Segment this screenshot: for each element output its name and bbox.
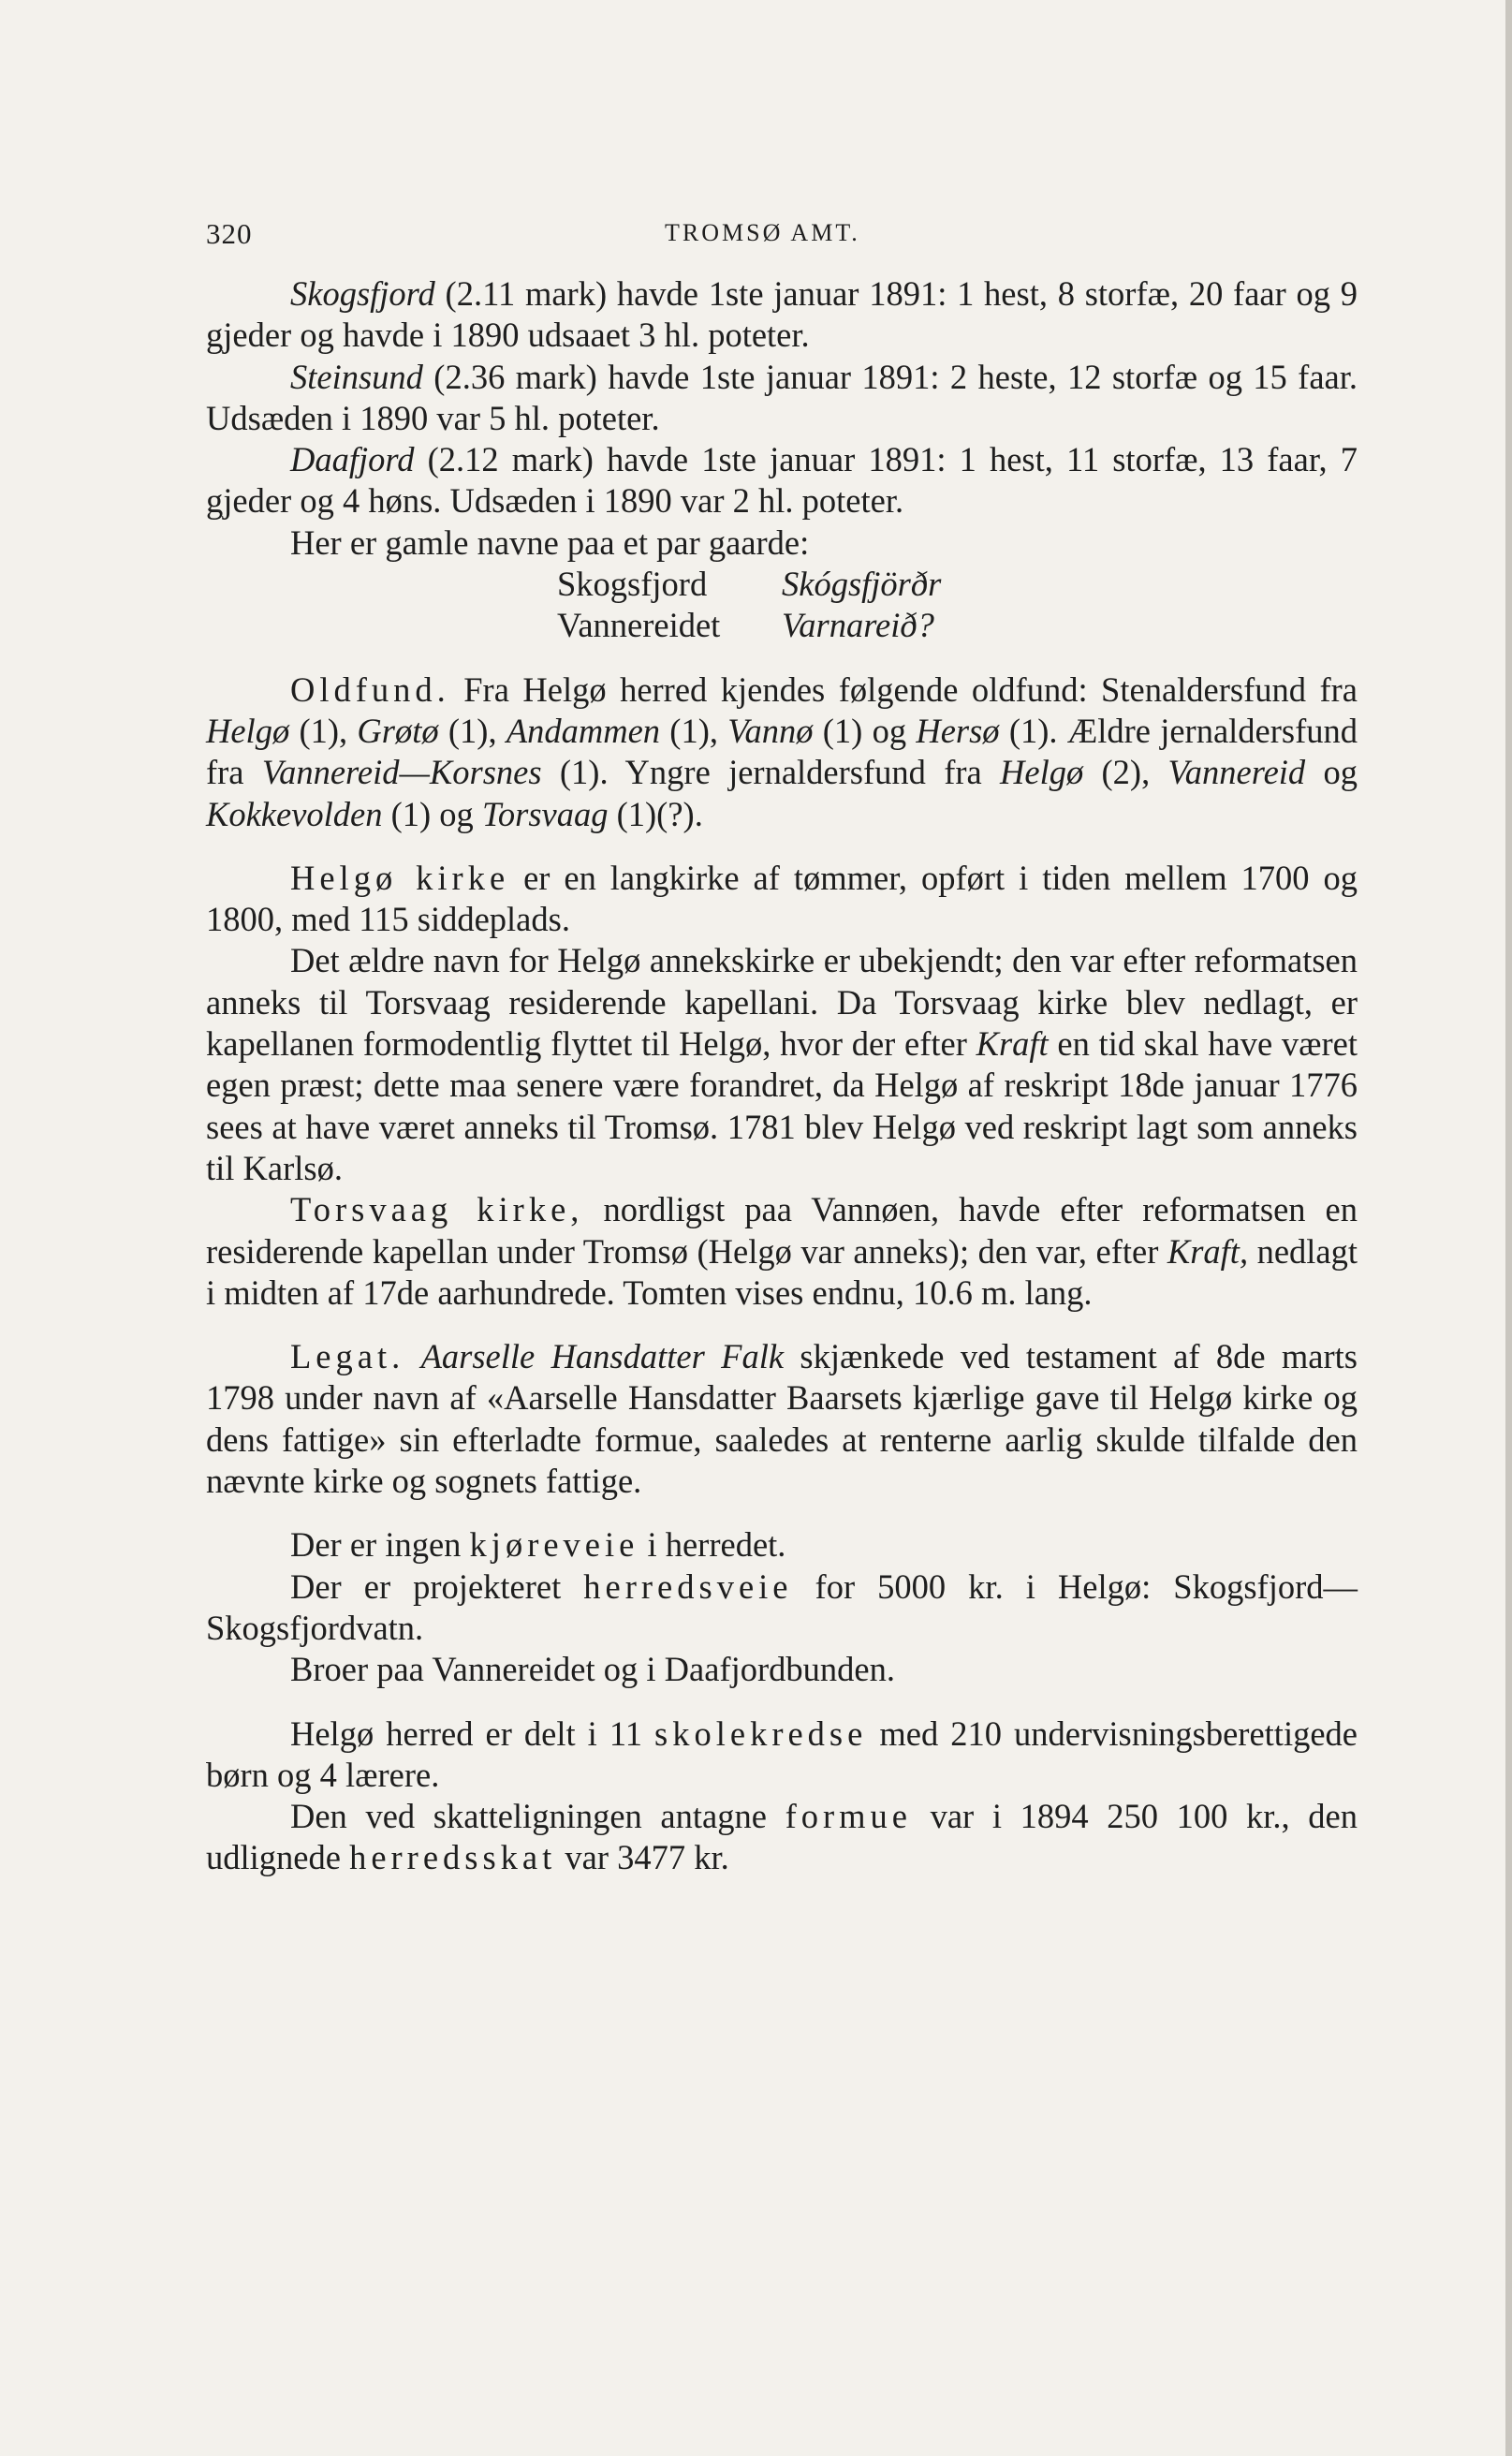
page-number: 320 [206,217,253,250]
paragraph-text: (2.36 mark) havde 1ste januar 1891: 2 heste, 12 storfæ og 15 faar. Udsæden i 1890 var 5 hl. poteter. [206,357,1358,437]
old-name: Skógsfjörðr [782,565,942,604]
text-run [404,1337,420,1375]
text-run: i herredet. [639,1525,786,1565]
text-run: (1) og [382,794,482,833]
place-name: Torsvaag [481,794,609,833]
place-name: Vannø [727,711,814,750]
place-name: Helgø [206,711,290,750]
place-name: Helgø [1000,753,1084,792]
place-name: Vannereid—Korsnes [261,753,542,792]
paragraph-text: (2.11 mark) havde 1ste januar 1891: 1 hest, 8 storfæ, 20 faar og 9 gjeder og havde i 1890 udsaaet 3 hl. poteter. [206,274,1358,355]
text-run: Det ældre navn for Helgø annekskirke er ubekjendt; den var efter reformatsen anneks til Torsvaag residerende kapellani. Da Torsvaag kirke blev nedlagt, er kapellanen formodentlig flyttet til Helgø, hvor der efter [206,941,1358,1064]
modern-name: Vannereidet [557,606,721,645]
paragraph-kjoreveie [206,1524,1358,1566]
name-row [206,605,1358,646]
page-body [206,273,1358,1879]
section-heading: Torsvaag kirke, [290,1190,584,1229]
person-name: Aarselle Hansdatter Falk [420,1337,785,1376]
paragraph-old-names: Her er gamle navne paa et par gaarde: [290,522,810,562]
old-names-list [206,564,1358,647]
spaced-term: formue [785,1797,912,1836]
paragraph-helgo-kirke [206,858,1358,941]
old-name: Varnareið? [782,606,934,645]
paragraph-daafjord [206,439,1358,522]
book-page [206,217,1358,1879]
section-heading: Oldfund. [290,669,450,709]
paragraph-legat [206,1336,1358,1502]
text-run: Fra Helgø herred kjendes følgende oldfund: Stenaldersfund fra [449,669,1358,709]
modern-name: Skogsfjord [557,565,708,604]
text-run: (1)(?). [608,794,703,833]
text-run: (1), [438,711,506,750]
paragraph-oldfund [206,669,1358,835]
text-run: og [1305,753,1358,792]
paragraph-broer: Broer paa Vannereidet og i Daafjordbunden. [290,1650,895,1689]
text-run: (1) og [813,711,917,750]
place-name: Hersø [916,711,1000,750]
text-run: er en langkirke af tømmer, opført i tiden mellem 1700 og 1800, med 115 siddeplads. [206,858,1358,939]
author-name: Kraft, [1167,1231,1249,1271]
running-title: TROMSØ AMT. [665,219,860,246]
spaced-term: herredsveie [583,1566,793,1606]
paragraph-torsvaag-kirke [206,1189,1358,1314]
paragraph-herredsveie [206,1566,1358,1650]
text-run: nedlagt i midten af 17de aarhundrede. Tomten vises endnu, 10.6 m. lang. [206,1231,1358,1312]
paragraph-skat [206,1796,1358,1879]
text-run: Helgø herred er delt i 11 [290,1713,655,1753]
place-name: Andammen [506,711,661,750]
place-name: Skogsfjord [290,274,435,313]
text-run: Der er ingen [290,1525,470,1565]
text-run: med 210 undervisningsberettigede børn og 4 lærere. [206,1713,1358,1794]
text-run: var 3477 kr. [556,1838,729,1877]
section-heading: Helgø kirke [290,858,510,897]
paragraph-skolekredse [206,1713,1358,1797]
page-edge [1505,0,1512,2456]
paragraph-steinsund [206,357,1358,440]
text-run: nordligst paa Vannøen, havde efter reformatsen en residerende kapellan under Tromsø (Helgø var anneks); den var, efter [206,1190,1358,1271]
text-run: (1). Yngre jernaldersfund fra [541,753,1001,792]
text-run: var i 1894 250 100 kr., den udlignede [206,1797,1358,1877]
paragraph-text: (2.12 mark) havde 1ste januar 1891: 1 hest, 11 storfæ, 13 faar, 7 gjeder og 4 høns. Udsæden i 1890 var 2 hl. poteter. [206,440,1358,521]
text-run: for 5000 kr. i Helgø: Skogsfjord—Skogsfjordvatn. [206,1566,1358,1647]
place-name: Grøtø [357,711,439,750]
spaced-term: herredsskat [349,1838,557,1877]
name-row [206,564,1358,605]
text-run: skjænkede ved testament af 8de marts 1798 under navn af «Aarselle Hansdatter Baarsets kjærlige gave til Helgø kirke og dens fattige» sin efterladte formue, saaledes at renterne aarlig skulde tilfalde den nævnte kirke og sognets fattige. [206,1337,1358,1501]
place-name: Steinsund [290,357,423,396]
text-run: (1). Ældre jernaldersfund fra [206,711,1358,792]
text-run: (2), [1083,753,1168,792]
place-name: Daafjord [290,440,415,479]
place-name: Kokkevolden [206,794,383,833]
spaced-term: skolekredse [654,1713,868,1753]
paragraph-annekskirke [206,940,1358,1189]
author-name: Kraft [976,1024,1049,1064]
text-run: en tid skal have været egen præst; dette maa senere være forandret, da Helgø af reskript 18de januar 1776 sees at have været anneks til Tromsø. 1781 blev Helgø ved reskript lagt som anneks til Karlsø. [206,1024,1358,1187]
page-header [206,217,1358,273]
paragraph-skogsfjord [206,273,1358,357]
text-run: (1), [289,711,358,750]
text-run: (1), [660,711,728,750]
section-heading: Legat. [290,1337,405,1376]
text-run: Den ved skatteligningen antagne [290,1797,785,1836]
text-run: Der er projekteret [290,1566,584,1606]
place-name: Vannereid [1167,753,1306,792]
spaced-term: kjøreveie [469,1525,639,1565]
